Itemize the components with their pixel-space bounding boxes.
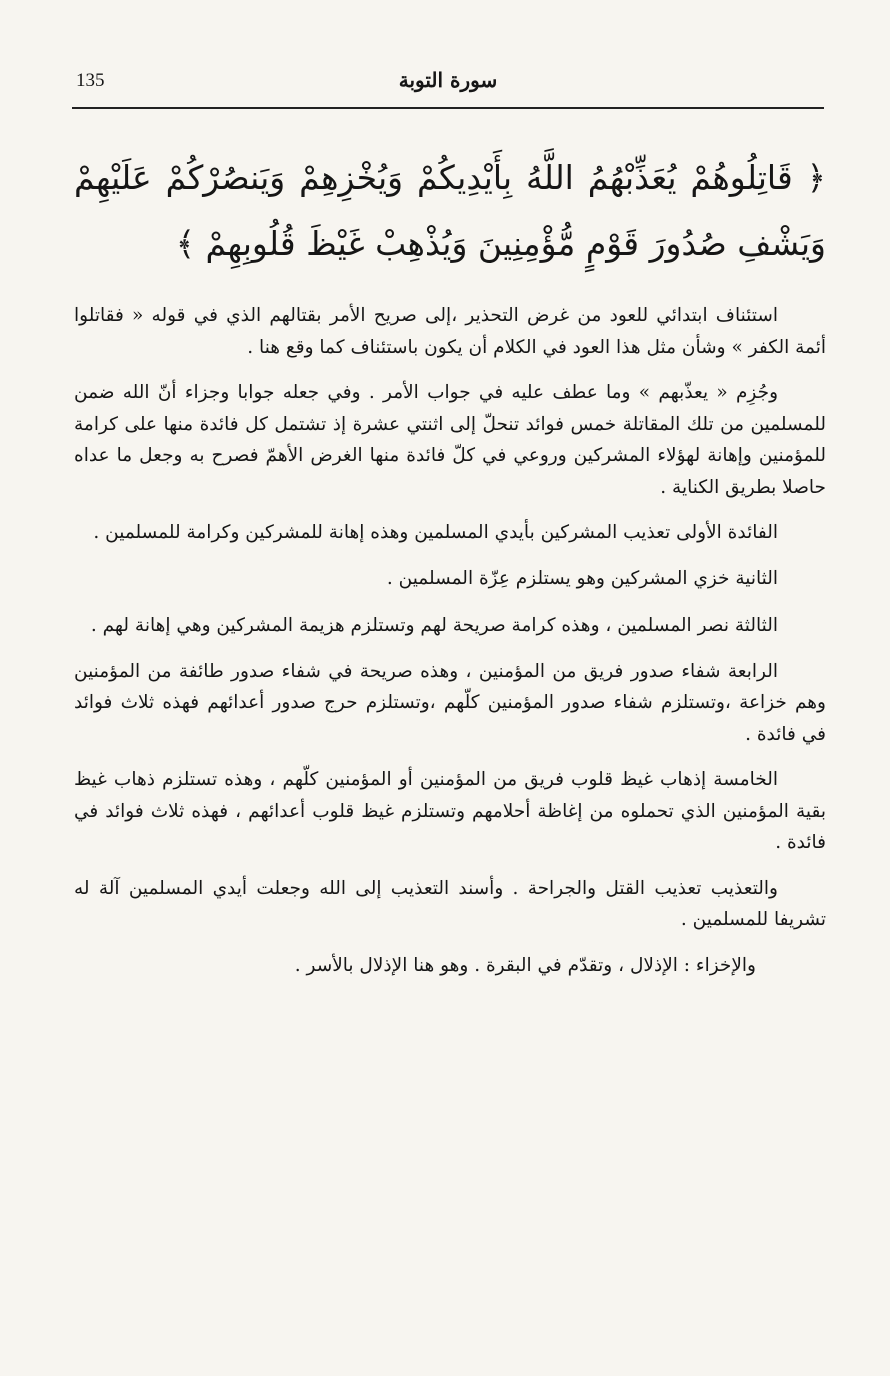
page-header [72,62,824,102]
paragraph: والإخزاء : الإذلال ، وتقدّم في البقرة . وهو هنا الإذلال بالأسر . [294,954,756,976]
page-number: 135 [76,70,105,91]
paragraph: استئناف ابتدائي للعود من غرض التحذير ،إلى صريح الأمر بقتالهم الذي في قوله « فقاتلوا أئمة الكفر » وشأن مثل هذا العود في الكلام أن يكون باستئناف كما وقع هنا . [74,305,826,358]
surah-title: سورة التوبة [398,68,498,92]
paragraph: والتعذيب تعذيب القتل والجراحة . وأسند التعذيب إلى الله وجعلت أيدي المسلمين آلة له تشريفا للمسلمين . [74,877,826,930]
header-divider [72,107,824,109]
paragraph: الخامسة إذهاب غيظ قلوب فريق من المؤمنين أو المؤمنين كلّهم ، وهذه تستلزم ذهاب غيظ بقية المؤمنين الذي تحملوه من إغاظة أحلامهم وتستلزم غيظ قلوب أعدائهم ، فهذه ثلاث فوائد في فائدة . [74,769,826,853]
paragraph: الفائدة الأولى تعذيب المشركين بأيدي المسلمين وهذه إهانة للمشركين وكرامة للمسلمين . [93,522,778,543]
commentary-text [74,300,826,995]
paragraph: الثانية خزي المشركين وهو يستلزم عِزّة المسلمين . [386,567,778,589]
quran-verse: ﴿ قَاتِلُوهُمْ يُعَذِّبْهُمُ اللَّهُ بِأَيْدِيكُمْ وَيُخْزِهِمْ وَيَنصُرْكُمْ عَلَيْهِمْ وَيَشْفِ صُدُورَ قَوْمٍ مُّؤْمِنِينَ وَيُذْهِبْ غَيْظَ قُلُوبِهِمْ ﴾ [74,158,826,263]
paragraph: الثالثة نصر المسلمين ، وهذه كرامة صريحة لهم وتستلزم هزيمة المشركين وهي إهانة لهم . [90,615,778,636]
paragraph: الرابعة شفاء صدور فريق من المؤمنين ، وهذه صريحة في شفاء صدور طائفة من المؤمنين وهم خزاعة ،وتستلزم شفاء صدور المؤمنين كلّهم ،وتستلزم حرج صدور أعدائهم فهذه ثلاث فوائد في فائدة . [74,660,826,745]
paragraph: وجُزِم « يعذّبهم » وما عطف عليه في جواب الأمر . وفي جعله جوابا وجزاء أنّ الله ضمن للمسلمين من تلك المقاتلة خمس فوائد تنحلّ إلى اثنتي عشرة إذ تشتمل كل فائدة منها على كرامة للمؤمنين وإهانة لهؤلاء المشركين وروعي في كلّ فائدة منها الغرض الأهمّ فصرح به وجعل ما عداه حاصلا بطريق الكناية . [74,382,826,498]
